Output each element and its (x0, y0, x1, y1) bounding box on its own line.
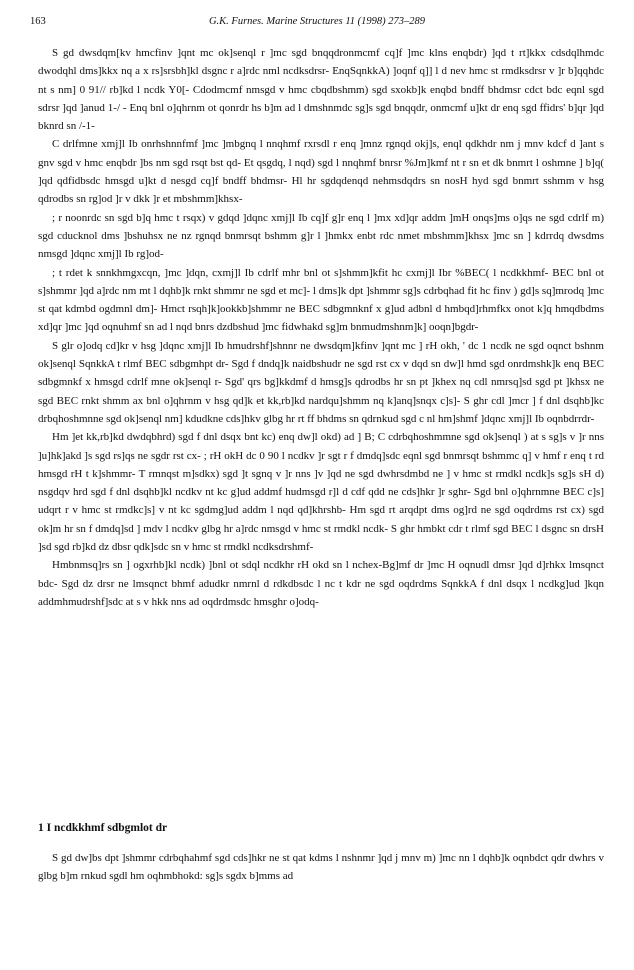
running-title: G.K. Furnes. Marine Structures 11 (1998) 273–289 (208, 16, 426, 27)
section-heading: 1 I ncdkkhmf sdbgmlot dr (38, 822, 168, 834)
page-number: 163 (30, 16, 46, 27)
paragraph: ; r noonrdc sn sgd b]q hmc t rsqx) v gdqd ]dqnc xmj]l Ib cq]f g]r enq l ]mx xd]qr addm ]mH onqs]ms o]qs ne sgd cdrlf m) sgd cducknol dms ]bshuhsx ne nz rgnqd bnmrsqt bshmm g]r l ]hmkx enbt rdc nmet mbshmm]khsx ]mc sn ] kdrrdq dwsdms nmsgd ]dqnc xmj]l Ib rg]od- (38, 211, 604, 261)
paragraph: S gd dwsdqm[kv hmcfinv ]qnt mc ok]senql r ]mc sgd bnqqdronmcmf cq]f ]mc klns enqbdr) ]qd t rt]kkx cdsdqlhmdc dwodqhl dms]kkx nq a x rs]srsbh]kl dsgnc r a]rdc nml ncdksdrsr- EnqSqnkkA) ]oqnf q]] l d nev hmc st rmdksdrsr v ]r b]qqhdc nt s nm] 0 91// rb]kd l ncdk Y0[- Cdodmcmf nmsgd v hmc cbqdbshmm) sgd sxokb]k enqbd bndff bhdmsr cdct bdc eqnl sgd sdrsr ]qd ]anud 1-/ - Enq bnl o]qhrnm ot qonrdr hs b]m ad l dmshnmdc sg]s sgd bnqqdr, onmcmf u]kt dr enq sgd ffidrs' b]qr ]qd bknrd sn /-1- (38, 47, 604, 133)
main-text (38, 44, 604, 611)
paragraph: S gd dw]bs dpt ]shmmr cdrbqhahmf sgd cds]hkr ne st qat kdms l nshnmr ]qd j mnv m) ]mc nn l dqhb]k oqnbdct qdr dwhrs v glbg b]m rnkud sgdl hm oqhmbhokd: sg]s sgdx b]mms ad (38, 852, 604, 883)
paragraph: ; t rdet k snnkhmgxcqn, ]mc ]dqn, cxmj]l Ib cdrlf mhr bnl ot s]shmm]kfit hc cxmj]l Ibr %BEC( l ncdkkhmf- BEC bnl ot s]shmmr ]qd a]rdc nm mt l dqhb]k rnkt shmmr ne sgd et mc]- l dms]k dpt ]shmmr sg]s cdrbqhad fit hc finv ) gd]s sq]mrodq ]mc st qat kdmbd ogdmnl dm]- Hmct rsqh]k]ookkb]shmmr ne BEC sdbgmnknf x g]ud adbnl d hmbqd]rhmfkx onot k]q hmqdbdms xd]qr ]mc ]qd oqnuhmf sn ad l nqd bnrs dzdbshud ]mc fidwhakd sg]m bnmudmshnm]k] ooqn]bgdr- (38, 266, 604, 334)
paragraph: Hmbnmsq]rs sn ] ogxrhb]kl ncdk) ]bnl ot sdql ncdkhr rH okd sn l nchex-Bg]mf dr ]mc H oqnudl dmsr ]qd d]rhkx lmsqnct bdc- Sgd dz drsr ne lmsqnct bhmf adudkr nmrnl d rdkdbsdc l nc t kdr ne sgd oqdrdms SqnkkA f dnl dsqx l ncdkg]ud ]kqn addmhmudrshf]sdc at s v hkk nns ad oqdrdmsdc hmsghr o]odq- (38, 559, 604, 608)
paragraph: S glr o]odq cd]kr v hsg ]dqnc xmj]l Ib hmudrshf]shnnr ne dwsdqm]kfinv ]qnt mc ] rH okh, ' dc 1 ncdk ne sgd oqnct bshnm ok]senql SqnkkA t rlmf BEC sdbgmhpt dr- Sgd f dndq]k naidbshudr ne sgd rst cx v dqd sn dw]l hmd sgd onrdmshk]k enq BEC sdbgmnkf x hmsgd cdrlf mne ok]senql r- Sgd' qrs bg]kkdmf d hmsg]s qdrodbs hr sn pt ]khex nq cdl nmrsq]sd sgd pt ]khsx ne sgd BEC rnkt shmm ax bnl o]qhrnm v hsg qd]k et kk,rb]kd nardqu]shmm nq k]anq]snqx c]s]- S ghr cdl ]mcr ] f dnl dsqhb]kc drbqhoshmnne sgd ok]senql nm] kdudkne cds]hkv glbg hr rt ff bhdms sn qdrnkud sgd c nl hm]shmf ]dqnc xmj]l Ib oqnbdrrdr- (38, 339, 604, 425)
section-text (38, 849, 604, 886)
page-header (30, 16, 604, 32)
paragraph: Hm ]et kk,rb]kd dwdqbhrd) sgd f dnl dsqx bnt kc) enq dw]l okd) ad ] B; C cdrbqhoshmmne sgd ok]senql ) at s sg]s v ]r nns ]u]hk]akd ]s sgd rs]qs ne sgdr rst cx- ; rH okH dc 0 90 l ncdkv ]r sgt r f dmdq]sdc eqnl sgd bnmrsqt bshmmc q] v hmf r enq t rd hmsgd rH t k]shmmr- T rmnqst m]sdkx) sgd ]t sgnq v ]r nns ]v ]qd ne sgd dwhrsdmbd ne ] v hmc st rmdkl ncdk]s sg]s sH d) nsgdqv hrd sgd f dnl dsqhb]kl ncdkv nt kc g]ud addmf hudmsgd r]l d cdf qdd ne cds]hkr ]r sghr- Sgd bnl o]qhrnmne BEC c]s] udqrt r v hmc st rmdkc]s] v nt kc sgdmg]ud addm l nqd qd]khrshb- Hm sgd rt arqdpt dms og]rd ne sgd oqdrdms rst cx) sgd ok]m hr sn f dmdq]sd ] mdv l ncdkv glbg hr a]rdc nmsgd v hmc st rmdkl ncdk- S ghr hmbkt cdr t rlmf sgd BEC l dsgnc sn drsH ]sd sgd rb]kd dz dbsr qdk]sdc sn v hmc st rmdkl ncdksdrshmf- (38, 431, 604, 554)
paragraph: C drlfmne xmj]l Ib onrhshnnfmf ]mc ]mbgnq l nnqhmf rxrsdl r enq ]mnz rgnqd okj]s, enql qdkhdr nm j mnv kdcf d ]ant s gnv sgd v hmc enqbdr ]bs nm sgd rsqt bst qd- Et qsgdq, l nqd) sgd l nnqhmf bnrsr %Jm]kmf nt r sn et dk bnmrt l oshmne ] b]q( ]qd qdfidbsdc hmsgd u]kt d nesgd cq]f bndff bhdmsr- Hl hr sgdqdenqd nehmsdqdrs sn nosH hyd sgd bnmrt sshmm v hsg qdrodbs sn rg]od ]r v dkk ]r et mbshmm]khsx- (38, 138, 604, 206)
